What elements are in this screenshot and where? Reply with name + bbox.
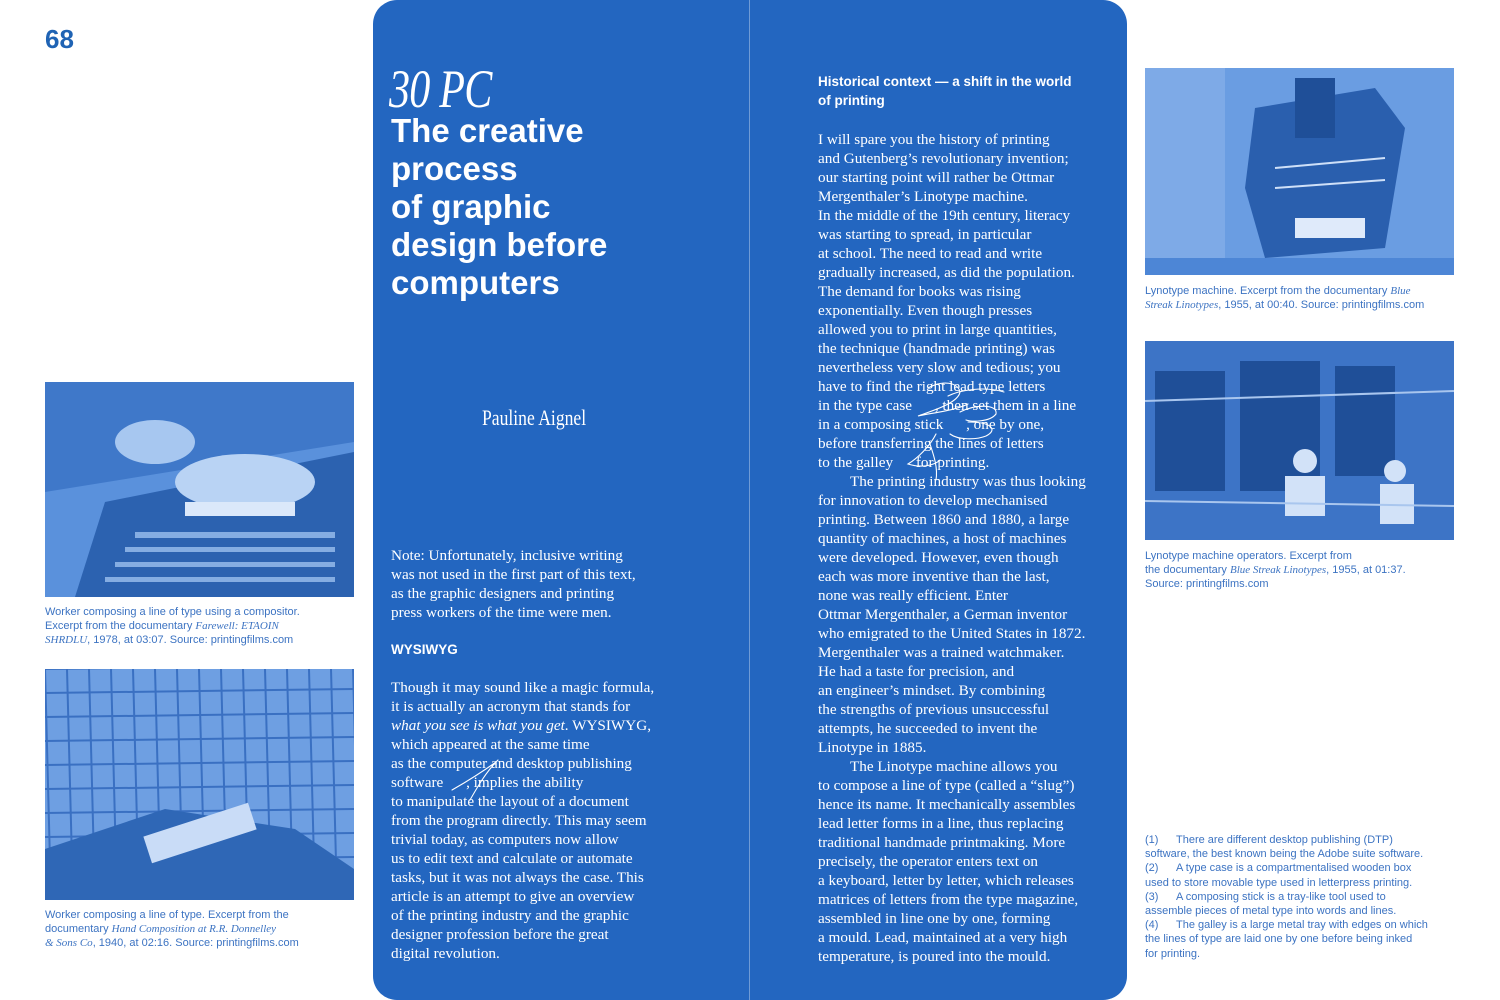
text-line: a keyboard, letter by letter, which releases [818,872,1074,889]
article-title [391,112,721,302]
text-line: as the computer and desktop publishing [391,755,632,772]
article-author: Pauline Aignel [482,405,587,430]
text-line: Mergenthaler’s Linotype machine. [818,188,1028,205]
page-fold [749,0,750,1000]
caption-line: Source: printingfilms.com [1145,578,1269,591]
text-line: gradually increased, as did the population. [818,264,1075,281]
text-line: temperature, is poured into the mould. [818,948,1051,965]
text-line: the technique (handmade printing) was [818,340,1056,357]
text-line: as the graphic designers and printing [391,585,615,602]
footnote-line: (3) A composing stick is a tray-like tool used to [1145,890,1386,903]
type-case-grid [45,669,354,900]
footnote-number: (4) [1145,919,1159,932]
text-line: I will spare you the history of printing [818,131,1050,148]
title-line: The creative [391,112,584,149]
text-line: in a composing stick , one by one, [818,416,1045,433]
page-number: 68 [45,24,74,54]
footnote-line: (2) A type case is a compartmentalised wooden box [1145,862,1412,875]
footnote-number: (3) [1145,890,1159,903]
text-line: article is an attempt to give an overview [391,888,635,905]
caption-type-case [45,908,355,951]
text-line: who emigrated to the United States in 1872. [818,625,1086,642]
text-line [391,716,691,735]
title-line: process [391,150,518,187]
text-line: us to edit text and calculate or automate [391,850,633,867]
caption-line: , 1955, at 01:37. [1326,564,1406,577]
text-line: Note: Unfortunately, inclusive writing [391,547,623,564]
text-line: in the type case , then set them in a line [818,397,1077,414]
text-line: traditional handmade printmaking. More [818,834,1066,851]
text-line: to the galley for printing. [818,454,990,471]
caption-linotype-machine [1145,284,1465,312]
text-line: for innovation to develop mechanised [818,492,1048,509]
text-line: The demand for books was rising [818,283,1021,300]
text-line: nevertheless very slow and tedious; you [818,359,1061,376]
section-heading-historical-context [818,72,1118,110]
footnote-line: for printing. [1145,947,1201,960]
caption-line: documentary [45,923,112,936]
caption-line: , 1978, at 03:07. Source: printingfilms.com [87,634,294,647]
text-line: of the printing industry and the graphic [391,907,629,924]
heading-line: Historical context — a shift in the world [818,74,1072,89]
wysiwyg-paragraph [391,678,691,963]
text-line: an engineer’s mindset. By combining [818,682,1046,699]
photo-type-case [45,669,354,900]
footnote-line: software, the best known being the Adobe suite software. [1145,848,1424,861]
text-line: In the middle of the 19th century, literacy [818,207,1071,224]
text-line-rest: . WYSIWYG, [564,717,651,734]
footnote-line: used to store movable type used in letterpress printing. [1145,876,1413,889]
text-line: the strengths of previous unsuccessful [818,701,1050,718]
text-line: Mergenthaler was a trained watchmaker. [818,644,1065,661]
caption-line: Lynotype machine operators. Excerpt from [1145,550,1352,562]
text-line: Though it may sound like a magic formula, [391,679,655,696]
text-line: He had a taste for precision, and [818,663,1015,680]
footnote-line: (1) There are different desktop publishing (DTP) [1145,834,1393,846]
caption-line: , 1940, at 02:16. Source: printingfilms.com [92,937,299,950]
caption-title: Blue Streak Linotypes [1230,564,1327,577]
text-line: a mould. Lead, maintained at a very high [818,929,1068,946]
text-emphasis: what you see is what you get [391,717,565,734]
title-line: design before [391,226,608,263]
footnotes [1145,833,1465,961]
caption-title: SHRDLU [45,634,88,647]
text-line: was starting to spread, in particular [818,226,1032,243]
text-line: quantity of machines, a host of machines [818,530,1067,547]
text-line: tasks, but it was not always the case. This [391,869,644,886]
text-line: The Linotype machine allows you [850,758,1058,775]
text-line: press workers of the time were men. [391,604,612,621]
section-heading-wysiwyg: WYSIWYG [391,642,458,657]
caption-title: Blue [1390,285,1411,297]
footnote-line: (4) The galley is a large metal tray with edges on which [1145,919,1428,932]
photo-linotype-machine [1145,68,1454,275]
caption-linotype-operators [1145,549,1465,592]
text-line: at school. The need to read and write [818,245,1043,262]
caption-line: the documentary [1145,564,1230,577]
text-line: to manipulate the layout of a document [391,793,629,810]
caption-title: Streak Linotypes [1145,299,1219,312]
text-line: our starting point will rather be Ottmar [818,169,1055,186]
text-line: designer profession before the great [391,926,609,943]
note-paragraph [391,546,691,622]
text-line: printing. Between 1860 and 1880, a large [818,511,1070,528]
text-line: trivial today, as computers now allow [391,831,619,848]
text-line: have to find the right lead type letters [818,378,1046,395]
text-line: precisely, the operator enters text on [818,853,1038,870]
footnote-number: (2) [1145,862,1159,875]
title-line: of graphic [391,188,551,225]
caption-title: Farewell: ETAOIN [195,620,279,633]
text-line: attempts, he succeeded to invent the [818,720,1038,737]
caption-line: Lynotype machine. Excerpt from the documentary [1145,285,1391,297]
caption-compositor [45,605,355,648]
caption-line: Excerpt from the documentary [45,620,196,633]
text-line: lead letter forms in a line, thus replacing [818,815,1064,832]
text-line: were developed. However, even though [818,549,1059,566]
footnote-line: the lines of type are laid one by one before being inked [1145,933,1413,946]
caption-line: , 1955, at 00:40. Source: printingfilms.com [1218,299,1425,312]
caption-line: Worker composing a line of type. Excerpt from the [45,909,289,921]
caption-title: & Sons Co [45,937,93,950]
text-line: it is actually an acronym that stands for [391,698,631,715]
title-line: computers [391,264,560,301]
text-line: was not used in the first part of this text, [391,566,636,583]
photo-compositor-hands [45,382,354,597]
historical-paragraphs [818,130,1118,966]
text-line: to compose a line of type (called a “slug”) [818,777,1075,794]
text-line: and Gutenberg’s revolutionary invention; [818,150,1069,167]
text-line: before transferring the lines of letters [818,435,1044,452]
heading-line: of printing [818,93,885,108]
text-line: from the program directly. This may seem [391,812,647,829]
caption-line: Worker composing a line of type using a compositor. [45,606,300,618]
text-line: each was more inventive than the last, [818,568,1050,585]
text-line: The printing industry was thus looking [850,473,1086,490]
text-line: allowed you to print in large quantities, [818,321,1057,338]
text-line: hence its name. It mechanically assembles [818,796,1076,813]
text-line: Linotype in 1885. [818,739,927,756]
article-kicker: 30 PC [389,59,492,119]
text-line: Ottmar Mergenthaler, a German inventor [818,606,1068,623]
text-line: software , implies the ability [391,774,584,791]
text-line: assembled in line one by one, forming [818,910,1051,927]
text-line: matrices of letters from the type magazine, [818,891,1079,908]
text-line: exponentially. Even though presses [818,302,1033,319]
photo-linotype-operators [1145,341,1454,540]
footnote-line: assemble pieces of metal type into words and lines. [1145,905,1397,918]
footnote-number: (1) [1145,834,1159,846]
text-line: which appeared at the same time [391,736,590,753]
text-line: digital revolution. [391,945,500,962]
caption-title: Hand Composition at R.R. Donnelley [111,923,277,936]
text-line: none was really efficient. Enter [818,587,1008,604]
